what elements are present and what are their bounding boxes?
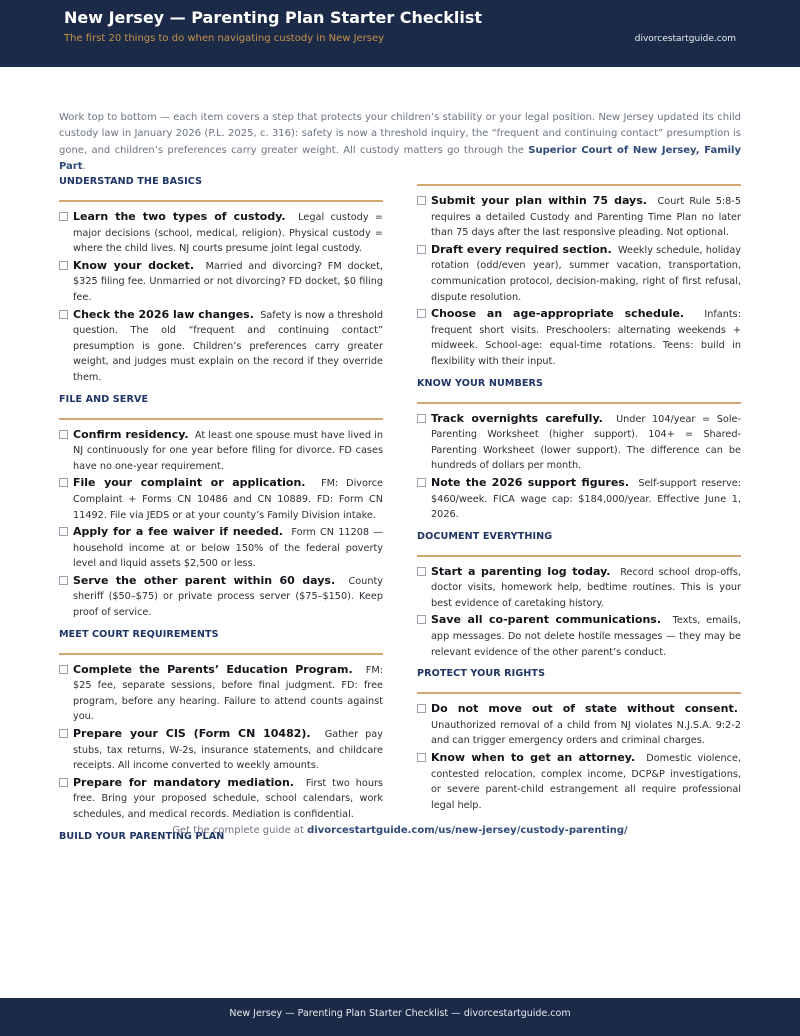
section-title: FILE AND SERVE [59,393,149,405]
checklist-item [417,475,741,523]
item-body: Legal custody = major decisions (school, medical, religion). Physical custody = where the child lives. NJ courts presume joint legal custody. [73,212,383,255]
checkbox[interactable] [59,576,68,585]
section-divider [59,418,383,420]
checklist-item [417,750,741,813]
intro-end: . [82,160,86,172]
item-body: FM: Divorce Complaint + Forms CN 10486 and CN 10889. FD: Form CN 11492. File via JEDS or at your county’s Family Division intake. [73,478,383,521]
checklist-item [417,411,741,474]
checkbox[interactable] [417,567,426,576]
item-lead: Prepare for mandatory mediation. [73,775,294,789]
item-lead: Apply for a fee waiver if needed. [73,525,283,539]
section-divider [417,692,741,694]
section-title: UNDERSTAND THE BASICS [59,176,203,187]
checkbox[interactable] [417,196,426,205]
item-lead: Prepare your CIS (Form CN 10482). [73,727,311,741]
item-body: Under 104/year = Sole-Parenting Worksheet (higher support). 104+ = Shared-Parenting Worksheet (lower support). The difference can be hundreds of dollars per month. [431,413,741,472]
item-lead: Track overnights carefully. [431,411,603,425]
checklist-item [59,209,383,257]
item-lead: Save all co-parent communications. [431,613,662,627]
item-body: Domestic violence, contested relocation, complex income, DCP&P investigations, or severe parent-child estrangement all require professional legal help. [431,753,741,811]
item-body: Form CN 11208 — household income at or below 150% of the federal poverty level and liquid assets $2,500 or less. [73,527,383,570]
intro-text: Work top to bottom — each item covers a step that protects your children’s stability or your legal position. New Jersey updated its child custody law in January 2026 (P.L. 2025, c. 316): safety is now a threshold inquiry, the “frequent and continuing contact” presumption is gone, and children’s preferences carry greater weight. All custody matters go through the [59,112,741,156]
item-body: FM: $25 fee, separate sessions, before final judgment. FD: free program, before any hearing. Failure to attend counts against you. [73,664,383,723]
item-lead: Confirm residency. [73,427,189,441]
section-divider [417,402,741,404]
checklist-item [417,612,741,660]
page-header [0,0,800,67]
right-column [417,184,741,814]
guide-link[interactable]: divorcestartguide.com/us/new-jersey/custody-parenting/ [307,825,628,836]
checklist-item [59,475,383,523]
section-divider [59,200,383,202]
checklist-item [417,564,741,612]
item-lead: File your complaint or application. [73,476,306,490]
item-lead: Serve the other parent within 60 days. [73,573,336,587]
section [417,184,741,370]
section-divider [417,555,741,557]
page-title: New Jersey — Parenting Plan Starter Checklist [64,8,483,27]
item-lead: Complete the Parents’ Education Program. [73,662,353,676]
intro-court-name: Superior Court of New Jersey, Family Part [59,144,741,172]
item-lead: Know your docket. [73,258,194,272]
checkbox[interactable] [417,245,426,254]
intro-paragraph [59,110,741,175]
left-column [59,175,383,842]
checklist-item [59,258,383,306]
item-body: Court Rule 5:8-5 requires a detailed Custody and Parenting Time Plan no later than 75 days after the last responsive pleading. Not optional. [431,196,742,239]
section [417,531,741,661]
checkbox[interactable] [59,778,68,787]
section-title: DOCUMENT EVERYTHING [417,530,553,542]
checkbox[interactable] [417,309,426,318]
checklist-item [59,573,383,621]
checkbox[interactable] [59,310,68,319]
guide-link-prefix: Get the complete guide at [172,825,308,836]
checklist-item [59,307,383,386]
section-title: PROTECT YOUR RIGHTS [417,668,546,680]
item-body: Self-support reserve: $460/week. FICA wage cap: $184,000/year. Effective June 1, 2026. [431,477,741,521]
item-body: Safety is now a threshold question. The old “frequent and continuing contact” presumption is gone. Children’s preferences carry greater weight, and judges must explain on the record if they override them. [73,309,383,383]
item-body: Texts, emails, app messages. Do not delete hostile messages — they may be relevant evidence of the other parent’s conduct. [431,615,741,658]
section [417,378,741,523]
section [59,176,383,386]
section [59,629,383,823]
checkbox[interactable] [59,729,68,738]
section-title: MEET COURT REQUIREMENTS [59,628,219,640]
page-subtitle: The first 20 things to do when navigating custody in New Jersey [64,33,385,44]
checklist-item [417,193,741,241]
checkbox[interactable] [417,753,426,762]
section-divider [417,184,741,186]
item-body: Record school drop-offs, doctor visits, homework help, bedtime routines. This is your best evidence of caretaking history. [431,566,741,609]
checkbox[interactable] [59,478,68,487]
section-divider [59,653,383,655]
item-lead: Learn the two types of custody. [73,210,286,223]
footer-text: New Jersey — Parenting Plan Starter Checklist — divorcestartguide.com [229,1008,571,1019]
checkbox[interactable] [59,430,68,439]
section-title: BUILD YOUR PARENTING PLAN [59,830,225,842]
site-name: divorcestartguide.com [634,34,736,44]
page-footer [0,998,800,1036]
checkbox[interactable] [59,261,68,270]
checklist-item [59,726,383,774]
checkbox[interactable] [417,704,426,713]
item-body: Married and divorcing? FM docket, $325 filing fee. Unmarried or not divorcing? FD docket, $0 filing fee. [73,260,383,303]
item-lead: Do not move out of state without consent. [431,702,738,716]
item-body: Unauthorized removal of a child from NJ violates N.J.S.A. 9:2-2 and can trigger emergency orders and criminal charges. [431,719,741,747]
item-body: Gather pay stubs, tax returns, W-2s, insurance statements, and childcare receipts. All income converted to weekly amounts. [73,729,383,772]
item-body: County sheriff ($50–$75) or private process server ($75–$150). Keep proof of service. [73,575,383,619]
checklist-item [59,775,383,823]
item-lead: Start a parenting log today. [431,564,611,578]
checklist-item [59,662,383,725]
item-lead: Choose an age-appropriate schedule. [431,307,685,321]
item-body: Weekly schedule, holiday rotation (odd/even year), summer vacation, transportation, communication protocol, decision-making, right of first refusal, dispute resolution. [431,244,741,303]
item-body: First two hours free. Bring your proposed schedule, school calendars, work schedules, and medical records. Mediation is confidential. [73,777,383,820]
item-lead: Draft every required section. [431,242,612,256]
section [59,394,383,621]
checkbox[interactable] [59,527,68,536]
checklist-item [59,427,383,475]
item-lead: Check the 2026 law changes. [73,307,254,321]
checklist-item [417,242,741,305]
checklist-item [417,306,741,369]
checkbox[interactable] [417,615,426,624]
item-lead: Submit your plan within 75 days. [431,194,647,207]
item-body: At least one spouse must have lived in NJ continuously for one year before filing for divorce. FD cases have no one-year requirement. [73,429,383,472]
item-body: Infants: frequent short visits. Preschoolers: alternating weekends + midweek. School-age: equal-time rotations. Teens: build in flexibility with their input. [431,309,741,367]
checkbox[interactable] [59,212,68,221]
checklist-item [59,524,383,572]
checkbox[interactable] [417,478,426,487]
checkbox[interactable] [417,414,426,423]
guide-link-note [0,825,800,836]
checkbox[interactable] [59,665,68,674]
checklist-item [417,701,741,749]
section [417,668,741,813]
item-lead: Know when to get an attorney. [431,751,636,765]
section-title: KNOW YOUR NUMBERS [417,377,544,389]
item-lead: Note the 2026 support figures. [431,475,630,489]
